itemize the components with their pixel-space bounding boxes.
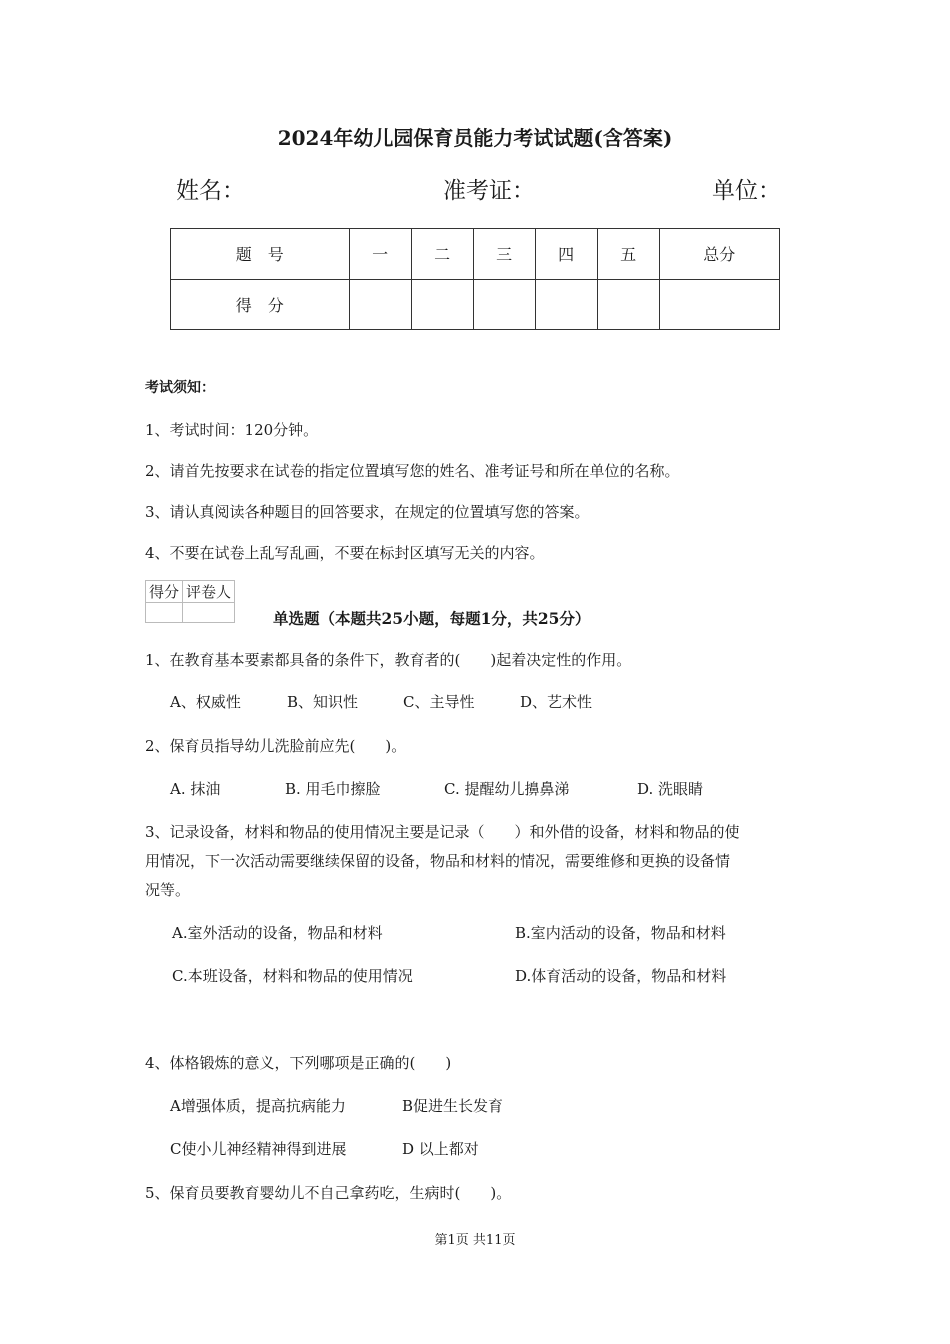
- question-option: A增强体质，提高抗病能力: [170, 1097, 346, 1115]
- question-option: D.体育活动的设备，物品和材料: [515, 967, 727, 985]
- grader-box-empty-cell: [183, 603, 235, 623]
- question-option: C、主导性: [403, 693, 475, 711]
- notice-heading: 考试须知：: [145, 380, 215, 396]
- score-table-cell: 得 分: [171, 279, 350, 330]
- score-table-cell: 题 号: [171, 229, 350, 280]
- score-table-cell: 四: [535, 229, 597, 280]
- question-option: A. 抹油: [170, 780, 221, 798]
- score-table-empty-cell: [659, 279, 779, 330]
- score-table-header-row: [171, 229, 780, 280]
- score-table-cell: 一: [349, 229, 411, 280]
- question-option: C.本班设备，材料和物品的使用情况: [172, 967, 413, 985]
- notice-item: 4、不要在试卷上乱写乱画，不要在标封区填写无关的内容。: [145, 544, 545, 562]
- question-option: A、权威性: [170, 693, 241, 711]
- notice-item: 2、请首先按要求在试卷的指定位置填写您的姓名、准考证号和所在单位的名称。: [145, 462, 680, 480]
- question-stem: 2、保育员指导幼儿洗脸前应先( )。: [145, 737, 407, 755]
- question-stem-line: 况等。: [145, 881, 191, 899]
- question-stem: 5、保育员要教育婴幼儿不自己拿药吃，生病时( )。: [145, 1184, 512, 1202]
- question-option: B促进生长发育: [402, 1097, 504, 1115]
- grader-box-empty-cell: [146, 603, 183, 623]
- score-table-cell: 总分: [659, 229, 779, 280]
- question-stem: 1、在教育基本要素都具备的条件下，教育者的( )起着决定性的作用。: [145, 651, 632, 669]
- question-option: B、知识性: [287, 693, 359, 711]
- score-table-score-row: [171, 279, 780, 330]
- score-table-cell: 二: [411, 229, 473, 280]
- score-table-empty-cell: [349, 279, 411, 330]
- score-table: [170, 228, 780, 330]
- question-stem-line: 3、记录设备，材料和物品的使用情况主要是记录（ ）和外借的设备，材料和物品的使: [145, 823, 740, 841]
- grader-box: [145, 580, 235, 623]
- score-table-empty-cell: [411, 279, 473, 330]
- score-table-empty-cell: [535, 279, 597, 330]
- page-title: 2024年幼儿园保育员能力考试试题(含答案): [277, 126, 673, 150]
- question-option: D 以上都对: [402, 1140, 479, 1158]
- notice-item: 1、考试时间：120分钟。: [145, 421, 319, 439]
- question-option: A.室外活动的设备，物品和材料: [172, 924, 383, 942]
- question-option: C使小儿神经精神得到进展: [170, 1140, 347, 1158]
- question-option: C. 提醒幼儿擤鼻涕: [444, 780, 570, 798]
- grader-box-grader-label: 评卷人: [183, 581, 235, 603]
- grader-box-score-label: 得分: [146, 581, 183, 603]
- question-stem-line: 用情况，下一次活动需要继续保留的设备，物品和材料的情况，需要维修和更换的设备情: [145, 852, 731, 870]
- question-option: D、艺术性: [520, 693, 593, 711]
- score-table-cell: 三: [473, 229, 535, 280]
- question-stem: 4、体格锻炼的意义，下列哪项是正确的( ): [145, 1054, 452, 1072]
- score-table-empty-cell: [597, 279, 659, 330]
- exam-number-field-label: 准考证：: [443, 178, 535, 204]
- unit-field-label: 单位：: [712, 178, 781, 204]
- name-field-label: 姓名：: [176, 178, 245, 204]
- question-option: B.室内活动的设备，物品和材料: [515, 924, 726, 942]
- question-option: D. 洗眼睛: [637, 780, 704, 798]
- page-footer: 第1页 共11页: [434, 1233, 516, 1248]
- score-table-empty-cell: [473, 279, 535, 330]
- notice-item: 3、请认真阅读各种题目的回答要求，在规定的位置填写您的答案。: [145, 503, 590, 521]
- question-option: B. 用毛巾擦脸: [285, 780, 381, 798]
- score-table-cell: 五: [597, 229, 659, 280]
- section-title: 单选题（本题共25小题，每题1分，共25分）: [273, 609, 591, 628]
